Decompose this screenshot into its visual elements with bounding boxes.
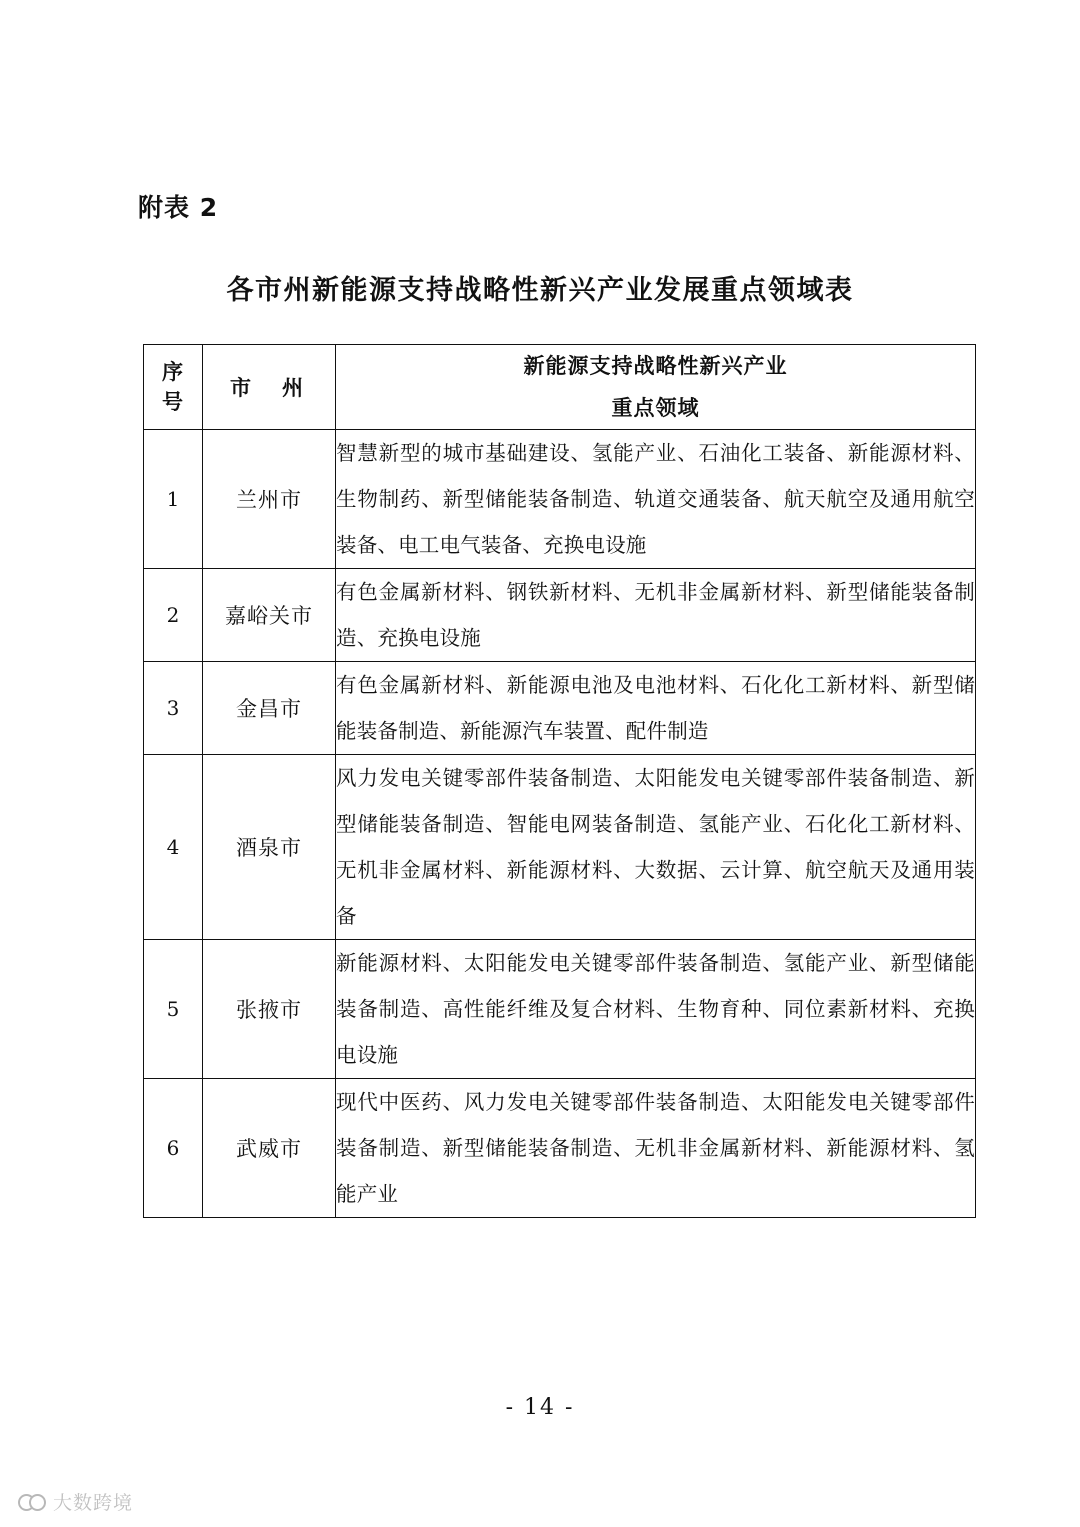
header-city: 市 州: [203, 345, 336, 430]
cell-city: 兰州市: [203, 430, 336, 569]
cell-seq: 6: [144, 1079, 203, 1218]
page-number: - 14 -: [505, 1395, 575, 1420]
cell-field: 智慧新型的城市基础建设、氢能产业、石油化工装备、新能源材料、生物制药、新型储能装备制造、轨道交通装备、航天航空及通用航空装备、电工电气装备、充换电设施: [336, 430, 976, 569]
table-row: [144, 662, 976, 755]
cell-field: 新能源材料、太阳能发电关键零部件装备制造、氢能产业、新型储能装备制造、高性能纤维及复合材料、生物育种、同位素新材料、充换电设施: [336, 940, 976, 1079]
cell-seq: 3: [144, 662, 203, 755]
cell-city: 酒泉市: [203, 755, 336, 940]
cell-city: 嘉峪关市: [203, 569, 336, 662]
watermark-label: 大数跨境: [53, 1492, 134, 1514]
table-row: [144, 940, 976, 1079]
cell-seq: 5: [144, 940, 203, 1079]
watermark: [18, 1488, 133, 1515]
table-row: [144, 430, 976, 569]
cell-city: 金昌市: [203, 662, 336, 755]
header-field-line2: 重点领域: [611, 395, 700, 420]
cell-seq: 1: [144, 430, 203, 569]
header-field-line1: 新能源支持战略性新兴产业: [523, 353, 788, 378]
header-field: [336, 345, 976, 430]
cell-city: 张掖市: [203, 940, 336, 1079]
table-header-row: [144, 345, 976, 430]
header-seq: [144, 345, 203, 430]
cell-seq: 4: [144, 755, 203, 940]
table-row: [144, 1079, 976, 1218]
table-row: [144, 569, 976, 662]
watermark-logo-icon: [18, 1491, 46, 1513]
cell-field: 风力发电关键零部件装备制造、太阳能发电关键零部件装备制造、新型储能装备制造、智能电网装备制造、氢能产业、石化化工新材料、无机非金属材料、新能源材料、大数据、云计算、航空航天及通用装备: [336, 755, 976, 940]
cell-field: 现代中医药、风力发电关键零部件装备制造、太阳能发电关键零部件装备制造、新型储能装备制造、无机非金属新材料、新能源材料、氢能产业: [336, 1079, 976, 1218]
cell-city: 武威市: [203, 1079, 336, 1218]
page-title: 各市州新能源支持战略性新兴产业发展重点领域表: [226, 275, 854, 306]
attachment-label: 附表 2: [138, 193, 219, 222]
cell-field: 有色金属新材料、新能源电池及电池材料、石化化工新材料、新型储能装备制造、新能源汽车装置、配件制造: [336, 662, 976, 755]
table-row: [144, 755, 976, 940]
cell-field: 有色金属新材料、钢铁新材料、无机非金属新材料、新型储能装备制造、充换电设施: [336, 569, 976, 662]
header-seq-line2: 号: [162, 389, 184, 414]
header-seq-line1: 序: [162, 359, 184, 384]
cell-seq: 2: [144, 569, 203, 662]
focus-areas-table: [143, 344, 976, 1218]
